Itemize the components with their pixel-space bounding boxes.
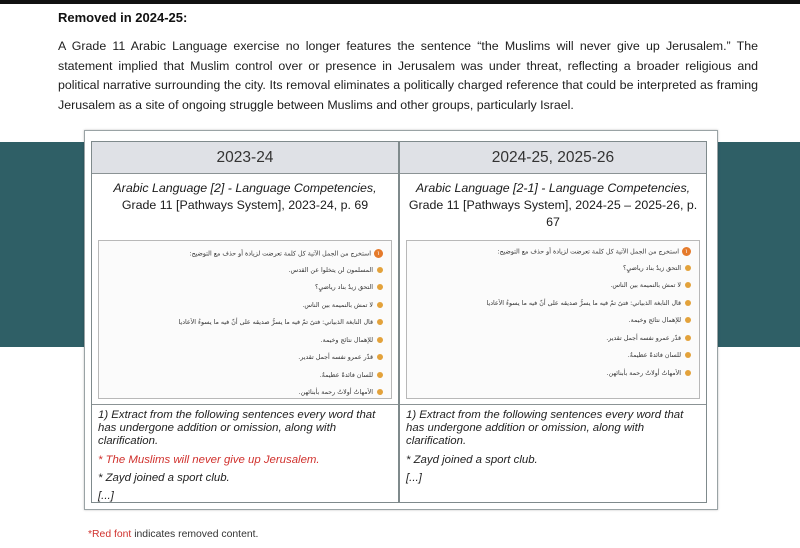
arabic-sentence-line: [299, 389, 383, 396]
arabic-text: المسلمون لن يتخلوا عن القدس.: [288, 266, 373, 274]
arabic-text: للإهمال نتائج وخيمة.: [628, 317, 681, 324]
comparison-card: [84, 130, 718, 510]
bullet-icon: [377, 284, 383, 290]
arabic-text: قال النابغة الذبياني: فتىً تمّ فيه ما يسرُّ صديقه على أنّ فيه ما يسوءُ الأعاديا: [178, 319, 373, 326]
arabic-sentence-line: [629, 317, 691, 324]
example-sentence: * Zayd joined a sport club.: [98, 471, 230, 484]
source-citation: [400, 174, 706, 240]
textbook-excerpt-image: [98, 240, 392, 399]
bullet-icon: [377, 302, 383, 308]
arabic-instruction-line: [189, 249, 383, 258]
arabic-text: استخرج من الجمل الآتية كل كلمة تعرضت لزيادة أو حذف مع التوضيح:: [189, 250, 371, 258]
translation-block: [400, 405, 706, 485]
arabic-sentence-line: [606, 335, 691, 342]
arabic-text: قدّر عمرو نفسه أجمل تقدير.: [606, 334, 681, 342]
bullet-icon: [685, 352, 691, 358]
bullet-icon: [377, 354, 383, 360]
bullet-icon: [685, 317, 691, 323]
exercise-number-icon: ١: [374, 249, 383, 258]
column-year-header: 2024-25, 2025-26: [400, 142, 706, 174]
source-details: Grade 11 [Pathways System], 2024-25 – 2025-26, p. 67: [408, 198, 698, 229]
arabic-sentence-line: [179, 319, 383, 326]
arabic-text: لا تمش بالنميمة بين الناس.: [610, 282, 681, 289]
bullet-icon: [377, 337, 383, 343]
arabic-text: للسان فائدةٌ عظيمةٌ.: [319, 371, 373, 379]
arabic-sentence-line: [315, 284, 383, 291]
example-sentence: [...]: [98, 490, 114, 503]
column-2023-24: [91, 141, 399, 503]
arabic-text: التحق زيدٌ بناد رياضيٍ؟: [622, 264, 681, 272]
arabic-text: استخرج من الجمل الآتية كل كلمة تعرضت لزيادة أو حذف مع التوضيح:: [497, 248, 679, 256]
arabic-instruction-line: [497, 247, 691, 256]
source-title: Arabic Language [2] - Language Competencies,: [113, 181, 377, 195]
arabic-sentence-line: [610, 282, 691, 289]
arabic-sentence-line: [321, 337, 383, 344]
source-title: Arabic Language [2-1] - Language Competencies,: [415, 181, 691, 195]
bullet-icon: [377, 267, 383, 273]
description-paragraph: A Grade 11 Arabic Language exercise no longer features the sentence “the Muslims will never give up Jerusalem.” The statement implied that Muslim control over or presence in Jerusalem was under threat, reflecting a broader religious and political narrative surrounding the city. Its removal eliminates a politically charged reference that could be interpreted as framing Jerusalem as a site of ongoing struggle between Muslims and other groups, particularly Israel.: [58, 39, 758, 112]
arabic-sentence-line: [487, 300, 691, 307]
bullet-icon: [685, 282, 691, 288]
arabic-text: للسان فائدةٌ عظيمةٌ.: [627, 352, 681, 359]
removed-example-sentence: * The Muslims will never give up Jerusalem.: [98, 453, 320, 466]
bullet-icon: [685, 265, 691, 271]
arabic-text: الأمهاتُ أولاتُ رحمة بأبنائهن.: [298, 389, 373, 396]
arabic-sentence-line: [320, 372, 383, 379]
arabic-sentence-line: [607, 370, 691, 377]
column-year-header: 2023-24: [92, 142, 398, 174]
arabic-sentence-line: [628, 352, 691, 359]
arabic-sentence-line: [289, 267, 383, 274]
footnote: [88, 529, 258, 540]
bullet-icon: [377, 319, 383, 325]
arabic-sentence-line: [302, 302, 383, 309]
section-heading: Removed in 2024-25:: [58, 10, 188, 25]
example-sentence: * Zayd joined a sport club.: [406, 453, 538, 466]
footnote-text: indicates removed content.: [131, 529, 259, 540]
bullet-icon: [685, 300, 691, 306]
example-sentence: [...]: [406, 471, 422, 484]
bullet-icon: [377, 389, 383, 395]
bullet-icon: [685, 370, 691, 376]
arabic-text: قدّر عمرو نفسه أجمل تقدير.: [298, 354, 373, 361]
translation-block: [92, 405, 398, 503]
instruction-text: 1) Extract from the following sentences every word that has undergone addition or omission, along with clarification.: [98, 409, 376, 448]
arabic-text: قال النابغة الذبياني: فتىً تمّ فيه ما يسرُّ صديقه على أنّ فيه ما يسوءُ الأعاديا: [486, 299, 681, 307]
source-citation: [92, 174, 398, 240]
instruction-text: 1) Extract from the following sentences every word that has undergone addition or omission, along with clarification.: [406, 409, 684, 448]
bullet-icon: [685, 335, 691, 341]
bullet-icon: [377, 372, 383, 378]
source-details: Grade 11 [Pathways System], 2023-24, p. 69: [121, 198, 369, 212]
arabic-text: التحق زيدٌ بناد رياضيٍ؟: [314, 284, 373, 291]
arabic-text: الأمهاتُ أولاتُ رحمة بأبنائهن.: [606, 369, 681, 377]
top-border: [0, 0, 800, 4]
arabic-text: لا تمش بالنميمة بين الناس.: [302, 301, 373, 309]
arabic-sentence-line: [623, 265, 691, 272]
arabic-text: للإهمال نتائج وخيمة.: [320, 336, 373, 344]
column-2024-26: [399, 141, 707, 503]
footnote-red-label: *Red font: [88, 529, 132, 540]
arabic-sentence-line: [298, 354, 383, 361]
exercise-number-icon: ١: [682, 247, 691, 256]
textbook-excerpt-image: [406, 240, 700, 399]
